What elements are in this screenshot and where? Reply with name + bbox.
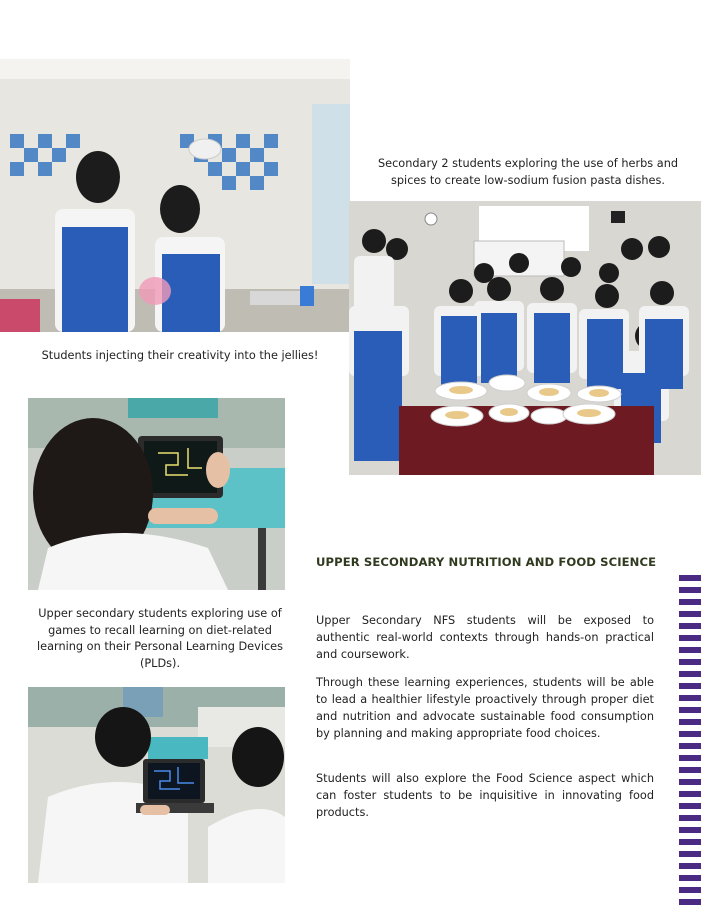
paragraph-healthy-lifestyle: Through these learning experiences, students will be able to lead a healthier lifestyle proactively through proper diet and nutrition and advocate sustainable food consumption by planning and making appropriate food choices. bbox=[316, 676, 654, 740]
decorative-stripes bbox=[679, 575, 701, 911]
section-heading: UPPER SECONDARY NUTRITION AND FOOD SCIENCE bbox=[316, 555, 657, 569]
paragraph-food-science: Students will also explore the Food Science aspect which can foster students to be inquisitive in innovating food products. bbox=[316, 772, 654, 819]
photo-student-playing-game-on-tablet bbox=[28, 398, 285, 590]
photo-group-with-pasta-dishes bbox=[349, 201, 701, 475]
caption-jellies: Students injecting their creativity into the jellies! bbox=[41, 349, 319, 362]
caption-games-pld: Upper secondary students exploring use of games to recall learning on diet-related learning on their Personal Learning Devices (PLDs). bbox=[36, 607, 284, 670]
paragraph-exposure: Upper Secondary NFS students will be exposed to authentic real-world contexts through hands-on practical and coursework. bbox=[316, 614, 654, 661]
photo-students-making-jellies bbox=[0, 59, 350, 332]
photo-students-playing-game-on-laptop bbox=[28, 687, 285, 883]
caption-pasta-activity: Secondary 2 students exploring the use of herbs and spices to create low-sodium fusion pasta dishes. bbox=[377, 157, 679, 187]
